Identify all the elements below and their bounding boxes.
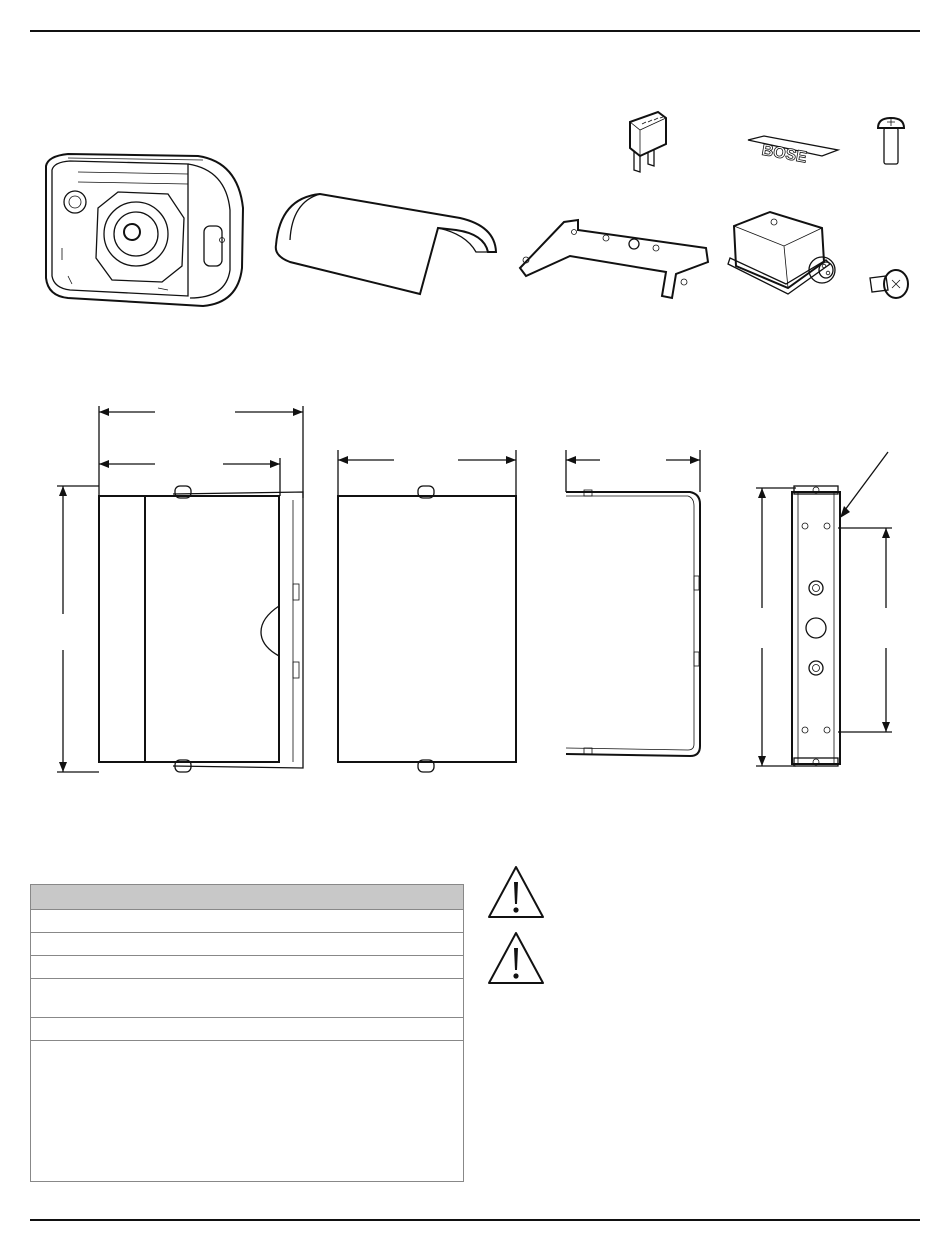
spec-table-row bbox=[31, 933, 463, 956]
transformer-box-illustration bbox=[726, 208, 846, 300]
thumb-screw-illustration bbox=[866, 268, 914, 304]
bose-badge-illustration bbox=[744, 134, 840, 168]
spec-table-row bbox=[31, 956, 463, 979]
warning-triangle-icon bbox=[486, 864, 546, 920]
bottom-rule bbox=[30, 1219, 920, 1221]
speaker-illustration bbox=[38, 148, 248, 310]
speaker-side-view-drawing bbox=[55, 400, 315, 780]
rain-cover-illustration bbox=[270, 190, 500, 300]
spec-table-row bbox=[31, 910, 463, 933]
spec-table-header bbox=[31, 885, 463, 910]
bracket-back-view-drawing bbox=[752, 448, 902, 776]
top-rule bbox=[30, 30, 920, 32]
rain-cover-side-view-drawing bbox=[336, 448, 522, 776]
u-bracket-illustration bbox=[516, 214, 716, 300]
spec-table bbox=[30, 884, 464, 1182]
mounting-screw-illustration bbox=[874, 116, 908, 168]
terminal-block-illustration bbox=[622, 108, 672, 174]
spec-table-row bbox=[31, 1018, 463, 1041]
bracket-side-view-drawing bbox=[560, 448, 710, 760]
spec-table-row bbox=[31, 979, 463, 1018]
bose-logo-text: BOSE bbox=[760, 141, 808, 167]
warning-triangle-icon bbox=[486, 930, 546, 986]
